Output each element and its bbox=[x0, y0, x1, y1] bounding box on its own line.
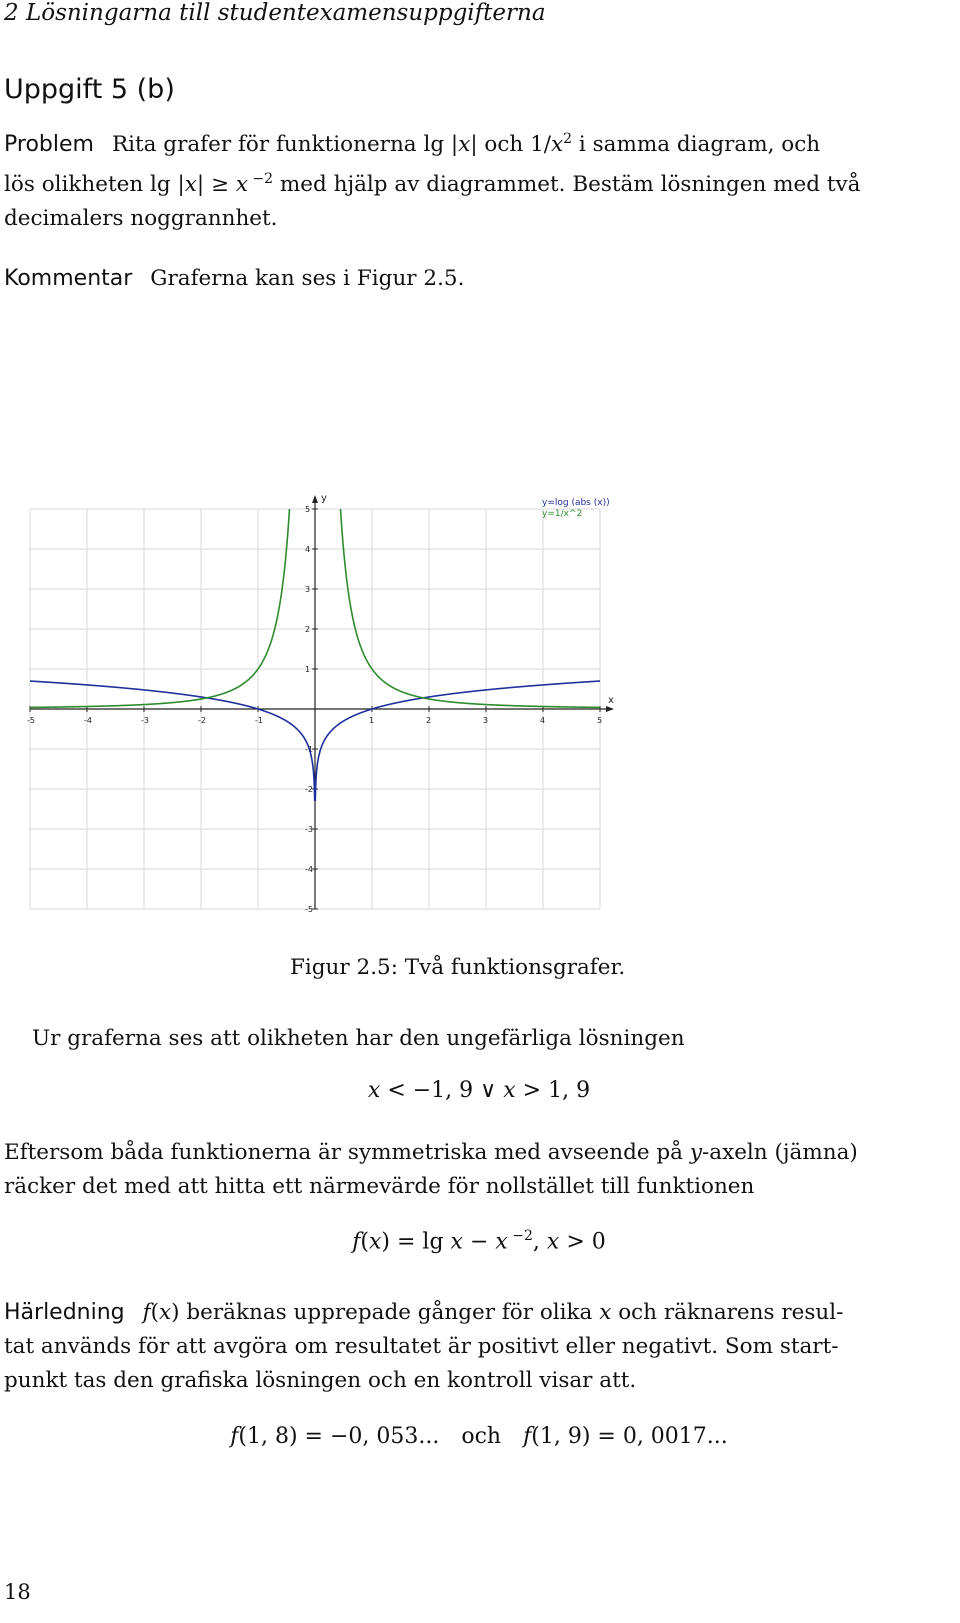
y-axis-arrow bbox=[312, 495, 318, 503]
series-line-1-branch-0 bbox=[30, 485, 315, 707]
x-tick-label: -5 bbox=[27, 716, 35, 725]
x-tick-label: 4 bbox=[540, 716, 546, 725]
x-tick-label: -1 bbox=[255, 716, 263, 725]
derivation-line-3: punkt tas den grafiska lösningen och en kontroll visar att. bbox=[4, 1368, 637, 1393]
figure-caption: Figur 2.5: Två funktionsgrafer. bbox=[290, 955, 626, 980]
series-line-0-branch-0 bbox=[30, 681, 315, 801]
y-tick-label: 3 bbox=[305, 585, 311, 594]
y-tick-label: -2 bbox=[305, 785, 313, 794]
y-tick-label: -5 bbox=[305, 905, 313, 914]
y-tick-label: 2 bbox=[305, 625, 311, 634]
derivation-paragraph bbox=[4, 1296, 954, 1398]
page-number: 18 bbox=[4, 1580, 31, 1604]
problem-line-3: decimalers noggrannhet. bbox=[4, 206, 278, 232]
x-tick-label: -2 bbox=[198, 716, 206, 725]
y-tick-label: -3 bbox=[305, 825, 313, 834]
section-heading: Uppgift 5 (b) bbox=[4, 74, 175, 105]
x-tick-label: 5 bbox=[597, 716, 603, 725]
problem-line-2: lös olikheten lg |x| ≥ x $^{-2}$ med hjälp av diagrammet. Bestäm lösningen med två bbox=[4, 171, 861, 198]
function-chart bbox=[20, 485, 620, 925]
x-axis-arrow bbox=[606, 706, 614, 712]
x-tick-label: 2 bbox=[426, 716, 432, 725]
legend-entry-1: y=1/x^2 bbox=[542, 509, 583, 519]
x-tick-label: 1 bbox=[369, 716, 375, 725]
text-paragraph-2 bbox=[4, 1136, 954, 1204]
final-values: f(1, 8) = −0, 053... och f(1, 9) = 0, 0017... bbox=[230, 1424, 728, 1449]
y-tick-label: 1 bbox=[305, 665, 311, 674]
y-tick-label: -1 bbox=[305, 745, 313, 754]
solution-formula: x < −1, 9 ∨ x > 1, 9 bbox=[367, 1078, 591, 1103]
x-tick-label: -3 bbox=[141, 716, 149, 725]
series-line-0-branch-1 bbox=[315, 681, 603, 801]
y-tick-label: 4 bbox=[305, 545, 311, 554]
comment-label: Kommentar bbox=[4, 266, 133, 291]
x-axis-label: x bbox=[608, 695, 614, 706]
derivation-label: Härledning bbox=[4, 1300, 125, 1325]
text2-line-2: räcker det med att hitta ett närmevärde för nollstället till funktionen bbox=[4, 1174, 755, 1199]
function-formula: f(x) = lg x − x $^{-2}$, x > 0 bbox=[352, 1228, 606, 1255]
problem-label: Problem bbox=[4, 132, 94, 158]
y-tick-label: -4 bbox=[305, 865, 313, 874]
legend-entry-0: y=log (abs (x)) bbox=[542, 498, 610, 508]
problem-line-1: Problem Rita grafer för funktionerna lg |x| och $1/x^2$ i samma diagram, och bbox=[4, 131, 821, 158]
page-header: 2 Lösningarna till studentexamensuppgifterna bbox=[4, 0, 546, 26]
y-tick-label: 5 bbox=[305, 505, 311, 514]
comment-text: Graferna kan ses i Figur 2.5. bbox=[150, 266, 465, 291]
text2-line-1: Eftersom båda funktionerna är symmetriska med avseende på y-axeln (jämna) bbox=[4, 1140, 858, 1165]
y-axis-label: y bbox=[321, 493, 327, 504]
comment-paragraph bbox=[4, 262, 954, 296]
text-paragraph-1: Ur graferna ses att olikheten har den ungefärliga lösningen bbox=[32, 1026, 685, 1051]
problem-paragraph bbox=[4, 122, 954, 236]
x-tick-label: 3 bbox=[483, 716, 489, 725]
x-tick-label: -4 bbox=[84, 716, 92, 725]
derivation-line-2: tat används för att avgöra om resultatet är positivt eller negativt. Som start- bbox=[4, 1334, 839, 1359]
derivation-line-1: Härledning f(x) beräknas upprepade gånger för olika x och räknarens resul- bbox=[4, 1300, 844, 1325]
